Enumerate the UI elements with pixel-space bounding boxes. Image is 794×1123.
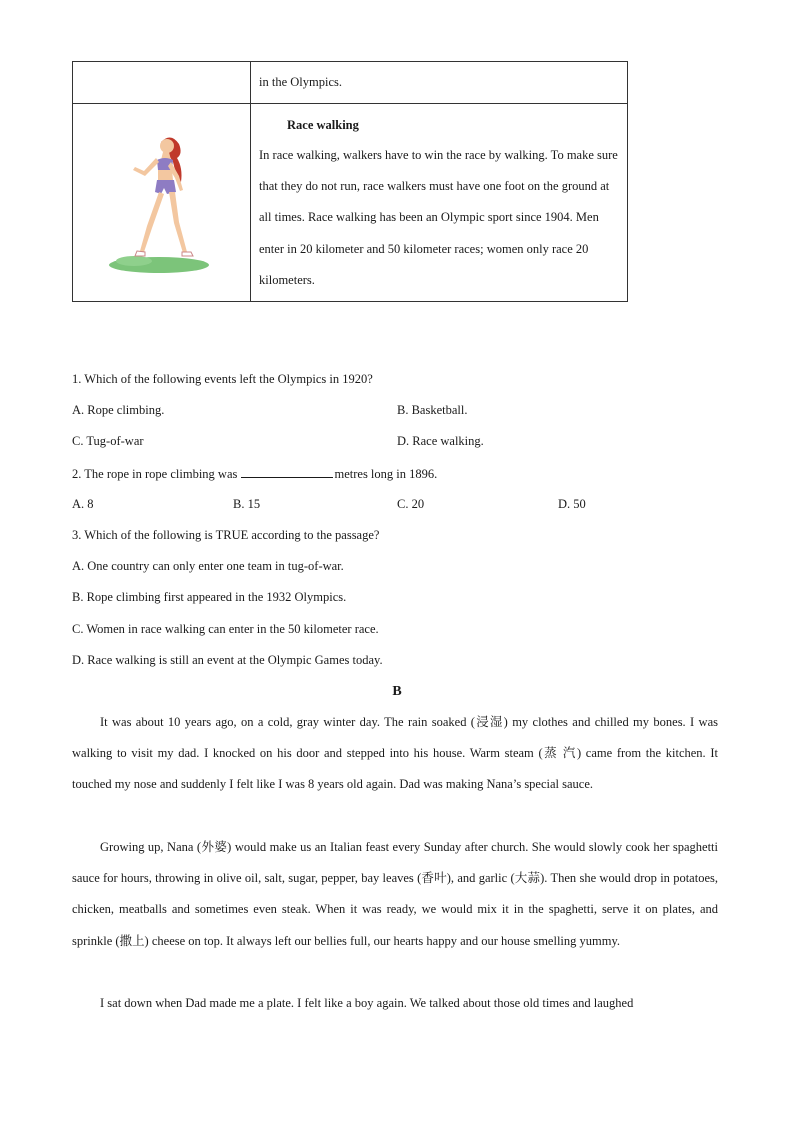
event-description: In race walking, walkers have to win the race by walking. To make sure that they do not run, race walkers must have one foot on the ground at all times. Race walking has been an Olympic sport since 1904. Men enter in 20 kilometer and 50 kilometer races; women only race 20 kilometers. bbox=[259, 148, 618, 287]
question-1: 1. Which of the following events left the Olympics in 1920? bbox=[72, 372, 373, 386]
table-row bbox=[73, 62, 628, 104]
paragraph-2: Growing up, Nana (外婆) would make us an Italian feast every Sunday after church. She would slowly cook her spaghetti sauce for hours, throwing in olive oil, salt, sugar, pepper, bay leaves (香叶), and garlic (大蒜). Then she would drop in potatoes, chicken, meatballs and sometimes even steak. When it was ready, we would mix it in the spaghetti, serve it on plates, and sprinkle (撒上) cheese on top. It always left our bellies full, our hearts happy and our house smelling yummy. bbox=[72, 840, 718, 948]
q3-option-a: A. One country can only enter one team in tug-of-war. bbox=[72, 559, 344, 573]
q2-text-after: metres long in 1896. bbox=[334, 467, 438, 481]
q2-text-before: 2. The rope in rope climbing was bbox=[72, 467, 238, 481]
text-cell bbox=[251, 62, 628, 104]
image-cell bbox=[73, 104, 251, 302]
table-row bbox=[73, 104, 628, 302]
event-title: Race walking bbox=[287, 118, 359, 132]
q2-option-c: C. 20 bbox=[397, 497, 425, 511]
section-heading: B bbox=[392, 684, 402, 699]
q1-option-c: C. Tug-of-war bbox=[72, 434, 144, 448]
text-cell bbox=[251, 104, 628, 302]
q1-option-b: B. Basketball. bbox=[397, 403, 468, 417]
q2-option-b: B. 15 bbox=[233, 497, 261, 511]
row1-text: in the Olympics. bbox=[259, 75, 342, 89]
q1-option-d: D. Race walking. bbox=[397, 434, 484, 448]
race-walker-illustration bbox=[73, 104, 250, 301]
answer-blank bbox=[241, 466, 333, 478]
question-2 bbox=[72, 466, 437, 482]
empty-cell bbox=[73, 62, 251, 104]
event-table bbox=[72, 61, 628, 302]
q3-option-b: B. Rope climbing first appeared in the 1932 Olympics. bbox=[72, 590, 347, 604]
q3-option-d: D. Race walking is still an event at the Olympic Games today. bbox=[72, 653, 383, 667]
q2-option-a: A. 8 bbox=[72, 497, 94, 511]
question-3: 3. Which of the following is TRUE according to the passage? bbox=[72, 528, 380, 542]
q3-option-c: C. Women in race walking can enter in the 50 kilometer race. bbox=[72, 622, 379, 636]
paragraph-3: I sat down when Dad made me a plate. I felt like a boy again. We talked about those old times and laughed bbox=[100, 996, 634, 1010]
q1-option-a: A. Rope climbing. bbox=[72, 403, 165, 417]
q2-option-d: D. 50 bbox=[558, 497, 586, 511]
paragraph-1: It was about 10 years ago, on a cold, gray winter day. The rain soaked (浸湿) my clothes and chilled my bones. I was walking to visit my dad. I knocked on his door and stepped into his house. Warm steam (蒸 汽) came from the kitchen. It touched my nose and suddenly I felt like I was 8 years old again. Dad was making Nana’s special sauce. bbox=[72, 715, 718, 792]
